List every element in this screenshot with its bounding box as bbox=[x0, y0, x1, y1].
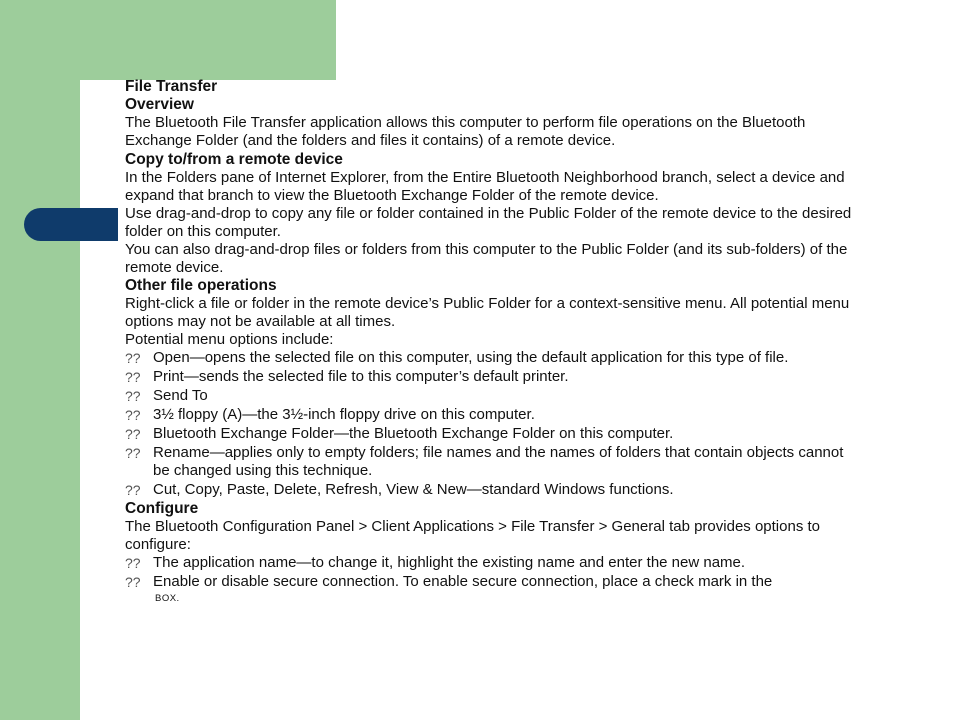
list-item bbox=[125, 554, 855, 572]
bullet-marker: ?? bbox=[125, 426, 141, 442]
bullet-marker: ?? bbox=[125, 369, 141, 385]
top-green-band bbox=[0, 0, 336, 80]
left-green-bar bbox=[0, 0, 80, 720]
document-title: File Transfer bbox=[125, 78, 218, 95]
bullet-marker: ?? bbox=[125, 407, 141, 423]
section-heading-overview: Overview bbox=[125, 96, 194, 113]
list-item-text: Rename—applies only to empty folders; file names and the names of folders that contain objects cannot be changed using this technique. bbox=[153, 444, 844, 479]
trailing-note: BOX. bbox=[155, 593, 180, 604]
list-item bbox=[125, 406, 855, 424]
list-item bbox=[125, 425, 855, 443]
list-item bbox=[125, 573, 855, 591]
list-item-text: The application name—to change it, highlight the existing name and enter the new name. bbox=[153, 554, 746, 571]
list-item-text: 3½ floppy (A)—the 3½-inch floppy drive on this computer. bbox=[153, 406, 535, 423]
list-item bbox=[125, 444, 855, 480]
list-item bbox=[125, 481, 855, 499]
list-item-text: Bluetooth Exchange Folder—the Bluetooth Exchange Folder on this computer. bbox=[153, 425, 674, 442]
document-body bbox=[125, 78, 855, 606]
list-item-text: Send To bbox=[153, 387, 208, 404]
bullet-marker: ?? bbox=[125, 482, 141, 498]
list-item-text: Cut, Copy, Paste, Delete, Refresh, View & New—standard Windows functions. bbox=[153, 481, 674, 498]
list-item bbox=[125, 349, 855, 367]
list-item bbox=[125, 368, 855, 386]
overview-paragraph: The Bluetooth File Transfer application allows this computer to perform file operations on the Bluetooth Exchange Folder (and the folders and files it contains) of a remote device. bbox=[125, 114, 806, 149]
bullet-marker: ?? bbox=[125, 388, 141, 404]
operations-paragraph-2: Potential menu options include: bbox=[125, 331, 334, 348]
operations-paragraph-1: Right-click a file or folder in the remote device’s Public Folder for a context-sensitive menu. All potential menu options may not be available at all times. bbox=[125, 295, 850, 330]
bullet-marker: ?? bbox=[125, 445, 141, 461]
configure-paragraph: The Bluetooth Configuration Panel > Client Applications > File Transfer > General tab provides options to configure: bbox=[125, 518, 820, 553]
bullet-marker: ?? bbox=[125, 350, 141, 366]
section-heading-configure: Configure bbox=[125, 500, 199, 517]
section-heading-other-operations: Other file operations bbox=[125, 277, 277, 294]
list-item-text: Open—opens the selected file on this computer, using the default application for this type of file. bbox=[153, 349, 789, 366]
section-heading-copy: Copy to/from a remote device bbox=[125, 151, 343, 168]
configure-options-list bbox=[125, 554, 855, 591]
copy-paragraph-3: You can also drag-and-drop files or folders from this computer to the Public Folder (and its sub-folders) of the remote device. bbox=[125, 241, 848, 276]
copy-paragraph-1: In the Folders pane of Internet Explorer, from the Entire Bluetooth Neighborhood branch, select a device and expand that branch to view the Bluetooth Exchange Folder of the remote device. bbox=[125, 169, 845, 204]
bullet-marker: ?? bbox=[125, 555, 141, 571]
menu-options-list bbox=[125, 349, 855, 499]
list-item-text: Enable or disable secure connection. To enable secure connection, place a check mark in the bbox=[153, 573, 773, 590]
navy-accent-tab bbox=[24, 208, 118, 241]
list-item-text: Print—sends the selected file to this computer’s default printer. bbox=[153, 368, 569, 385]
copy-paragraph-2: Use drag-and-drop to copy any file or folder contained in the Public Folder of the remote device to the desired folder on this computer. bbox=[125, 205, 852, 240]
bullet-marker: ?? bbox=[125, 574, 141, 590]
list-item bbox=[125, 387, 855, 405]
